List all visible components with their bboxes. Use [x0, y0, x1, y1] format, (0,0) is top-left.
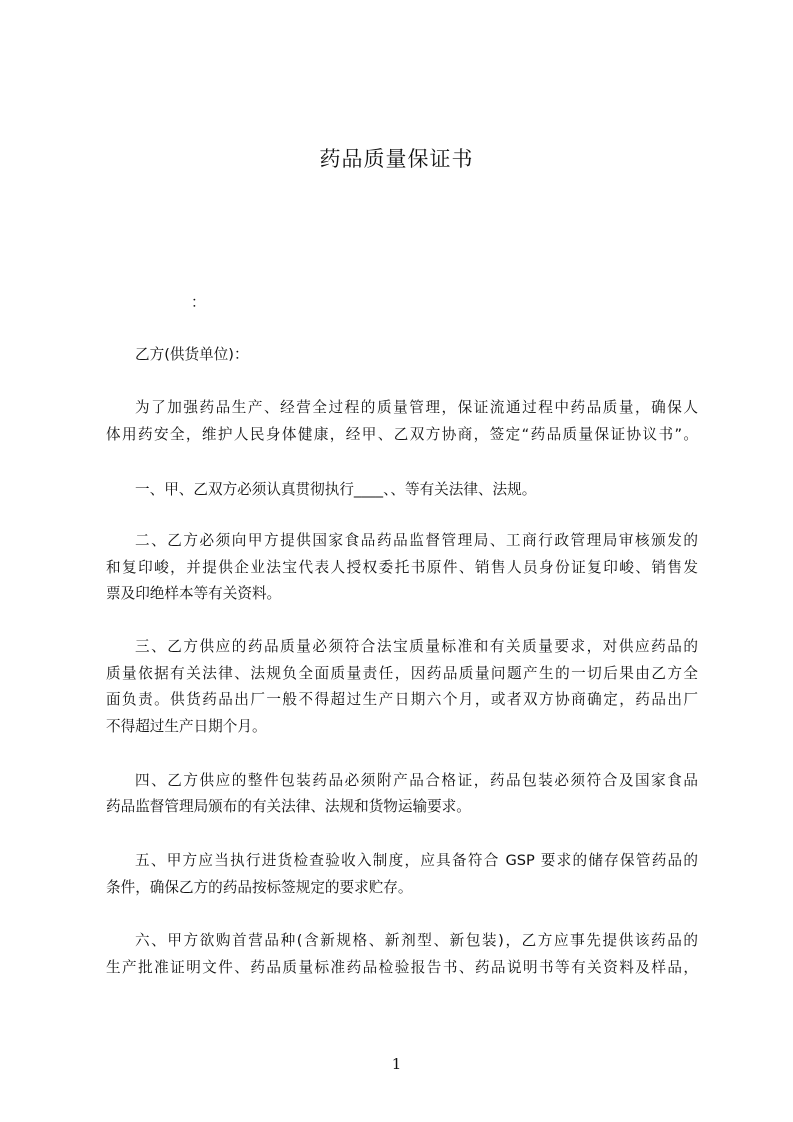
clause-3-line-4: 不得超过生产日期个月。	[106, 718, 267, 735]
intro-line-2: 体用药安全，维护人民身体健康，经甲、乙双方协商，签定“药品质量保证协议书”。	[106, 426, 698, 443]
clause-6-line-2: 生产批准证明文件、药品质量标准药品检验报告书、药品说明书等有关资料及样品，	[106, 959, 698, 976]
clause-2-line-1: 二、乙方必须向甲方提供国家食品药品监督管理局、工商行政管理局审核颁发的	[135, 532, 698, 549]
party-b-label: 乙方(供货单位)：	[135, 346, 249, 363]
clause-6-line-1: 六、甲方欲购首营品种(含新规格、新剂型、新包装)，乙方应事先提供该药品的	[135, 932, 698, 949]
clause-2-line-3: 票及印绝样本等有关资料。	[106, 585, 282, 602]
clause-5-line-2: 条件，确保乙方的药品按标签规定的要求贮存。	[106, 879, 413, 896]
clause-1-line-1: 一、甲、乙双方必须认真贯彻执行____、、等有关法律、法规。	[135, 481, 537, 498]
page-number: 1	[391, 1055, 402, 1073]
party-a-label: ：	[191, 294, 206, 311]
clause-4-line-2: 药品监督管理局颁布的有关法律、法规和货物运输要求。	[106, 798, 471, 815]
document-title: 药品质量保证书	[319, 147, 474, 171]
clause-4-line-1: 四、乙方供应的整件包装药品必须附产品合格证，药品包装必须符合及国家食品	[135, 772, 698, 789]
intro-line-1: 为了加强药品生产、经营全过程的质量管理，保证流通过程中药品质量，确保人	[135, 399, 698, 416]
clause-2-line-2: 和复印峻，并提供企业法宝代表人授权委托书原件、销售人员身份证复印峻、销售发	[106, 559, 698, 576]
clause-3-line-1: 三、乙方供应的药品质量必须符合法宝质量标准和有关质量要求，对供应药品的	[135, 638, 698, 655]
clause-3-line-2: 质量依据有关法律、法规负全面质量责任，因药品质量问题产生的一切后果由乙方全	[106, 665, 698, 682]
clause-3-line-3: 面负责。供货药品出厂一般不得超过生产日期六个月，或者双方协商确定，药品出厂	[106, 691, 698, 708]
clause-5-line-1: 五、甲方应当执行进货检查验收入制度，应具备符合 GSP 要求的储存保管药品的	[135, 852, 698, 869]
